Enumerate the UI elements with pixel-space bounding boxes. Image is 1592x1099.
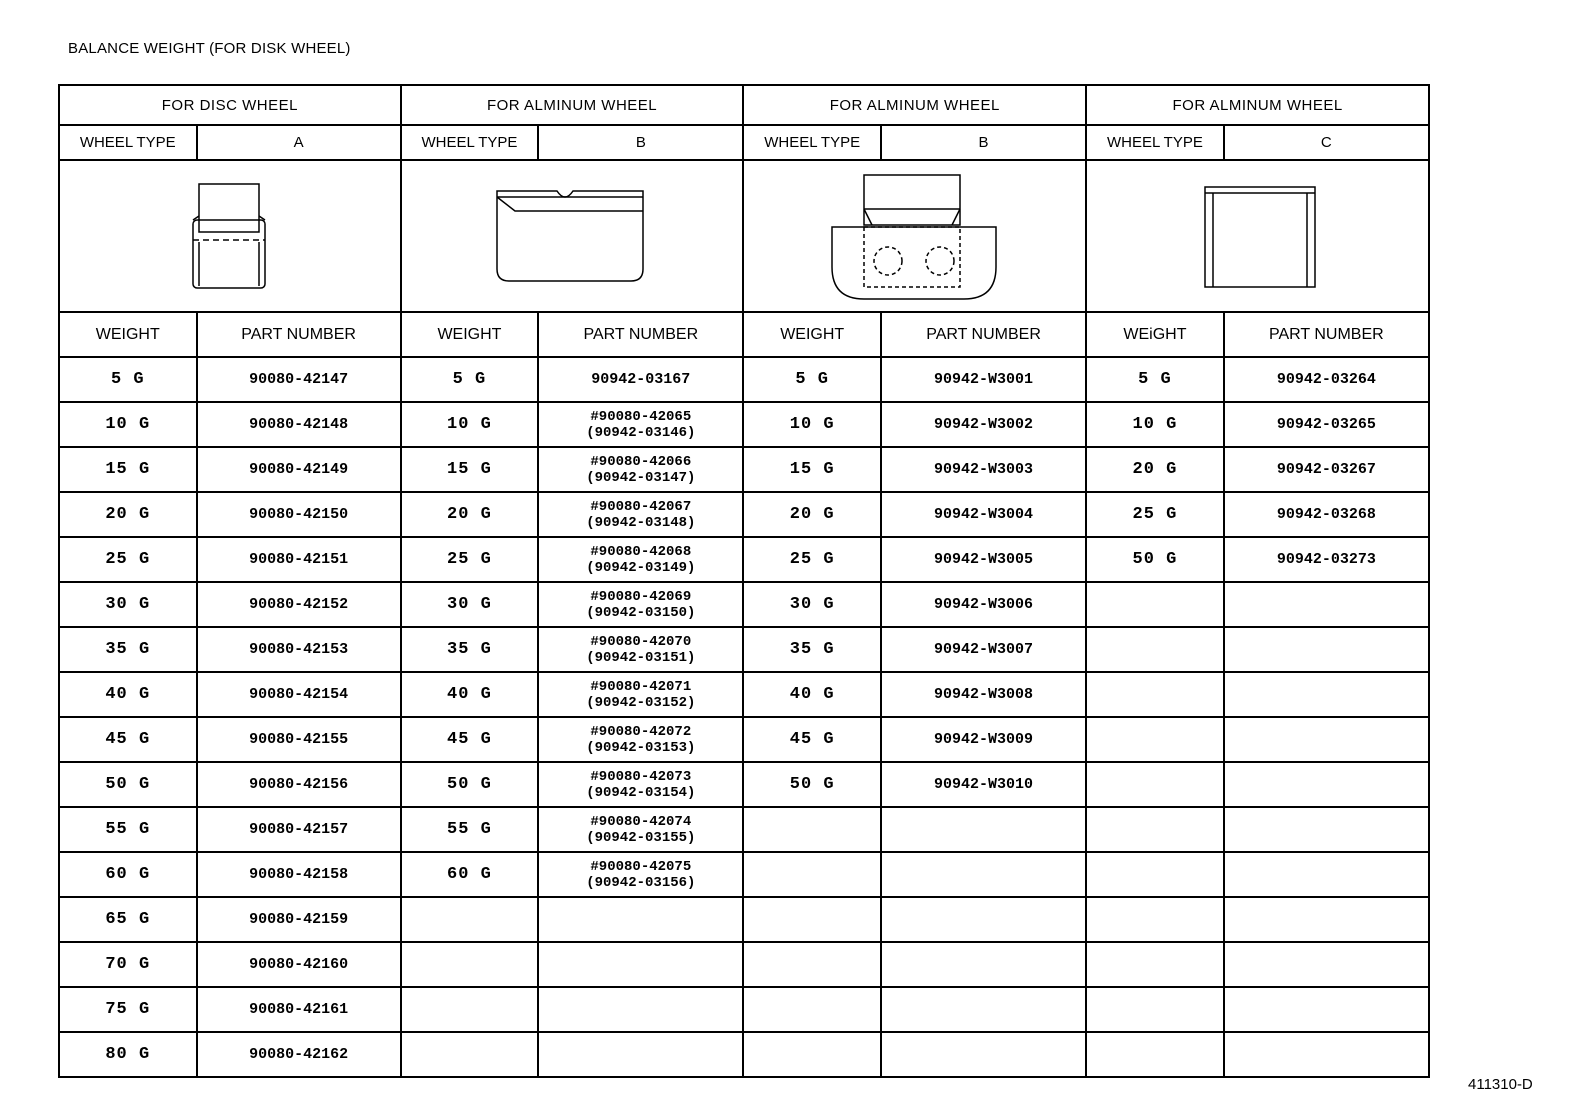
part-number-alternate: (90942-03148) xyxy=(586,514,696,531)
weight-cell: 45 G xyxy=(401,717,539,762)
weight-cell: 60 G xyxy=(59,852,197,897)
weight-cell: 20 G xyxy=(743,492,881,537)
part-number-cell xyxy=(538,807,743,852)
weight-cell xyxy=(1086,1032,1224,1077)
weight-cell: 10 G xyxy=(743,402,881,447)
weight-cell: 65 G xyxy=(59,897,197,942)
weight-cell xyxy=(1086,672,1224,717)
part-number-cell xyxy=(538,402,743,447)
weight-column-header: WEIGHT xyxy=(401,312,539,357)
weight-cell: 10 G xyxy=(1086,402,1224,447)
table-row xyxy=(59,492,1429,537)
part-number-cell xyxy=(1224,897,1429,942)
table-row xyxy=(59,762,1429,807)
weight-cell: 10 G xyxy=(59,402,197,447)
weight-cell: 40 G xyxy=(743,672,881,717)
weight-cell xyxy=(1086,852,1224,897)
table-row xyxy=(59,1032,1429,1077)
part-number-cell xyxy=(1224,672,1429,717)
part-number-cell xyxy=(538,447,743,492)
weight-cell: 50 G xyxy=(743,762,881,807)
weight-cell: 15 G xyxy=(59,447,197,492)
weight-cell xyxy=(743,852,881,897)
weight-cell: 75 G xyxy=(59,987,197,1032)
part-number-cell xyxy=(538,717,743,762)
part-number-cell: 90942-03268 xyxy=(1224,492,1429,537)
section-header: FOR ALMINUM WHEEL xyxy=(401,85,744,125)
part-number-alternate: (90942-03146) xyxy=(586,424,696,441)
part-number-column-header: PART NUMBER xyxy=(1224,312,1429,357)
part-number-alternate: (90942-03150) xyxy=(586,604,696,621)
weight-cell xyxy=(1086,582,1224,627)
weight-cell: 45 G xyxy=(743,717,881,762)
weight-cell: 15 G xyxy=(743,447,881,492)
table-row xyxy=(59,942,1429,987)
part-number-cell xyxy=(881,807,1086,852)
wheel-type-label: WHEEL TYPE xyxy=(401,125,539,160)
part-number-primary: #90080-42073 xyxy=(590,768,692,785)
weight-cell xyxy=(1086,627,1224,672)
part-number-cell: 90942-W3002 xyxy=(881,402,1086,447)
part-number-cell: 90942-W3003 xyxy=(881,447,1086,492)
weight-cell: 30 G xyxy=(59,582,197,627)
part-number-cell: 90080-42160 xyxy=(197,942,401,987)
part-number-column-header: PART NUMBER xyxy=(197,312,401,357)
weight-cell: 35 G xyxy=(59,627,197,672)
clip-weight-a-icon xyxy=(175,176,285,296)
part-number-cell xyxy=(881,942,1086,987)
weight-cell: 50 G xyxy=(1086,537,1224,582)
part-number-cell: 90942-W3001 xyxy=(881,357,1086,402)
part-number-cell xyxy=(1224,582,1429,627)
weight-cell: 30 G xyxy=(743,582,881,627)
table-row xyxy=(59,987,1429,1032)
weight-cell xyxy=(401,897,539,942)
part-number-cell: 90942-03265 xyxy=(1224,402,1429,447)
part-number-alternate: (90942-03152) xyxy=(586,694,696,711)
part-number-cell xyxy=(538,537,743,582)
weight-illustration-b-holes xyxy=(743,160,1086,312)
wheel-type-value: B xyxy=(881,125,1086,160)
part-number-cell xyxy=(1224,942,1429,987)
part-number-primary: #90080-42070 xyxy=(590,633,692,650)
weight-cell xyxy=(743,942,881,987)
part-number-primary: #90080-42075 xyxy=(590,858,692,875)
weight-cell xyxy=(743,1032,881,1077)
weight-cell: 35 G xyxy=(401,627,539,672)
weight-cell xyxy=(401,987,539,1032)
part-number-cell xyxy=(538,582,743,627)
part-number-alternate: (90942-03147) xyxy=(586,469,696,486)
part-number-cell xyxy=(1224,717,1429,762)
table-row xyxy=(59,582,1429,627)
table-row xyxy=(59,852,1429,897)
weight-illustration-c xyxy=(1086,160,1429,312)
part-number-cell: 90942-W3005 xyxy=(881,537,1086,582)
weight-cell xyxy=(1086,717,1224,762)
part-number-cell: 90942-W3010 xyxy=(881,762,1086,807)
part-number-cell: 90080-42158 xyxy=(197,852,401,897)
table-row xyxy=(59,897,1429,942)
table-row xyxy=(59,402,1429,447)
weight-illustration-a xyxy=(59,160,401,312)
part-number-alternate: (90942-03151) xyxy=(586,649,696,666)
part-number-cell xyxy=(881,897,1086,942)
part-number-cell: 90080-42162 xyxy=(197,1032,401,1077)
part-number-cell: 90942-W3009 xyxy=(881,717,1086,762)
weight-cell xyxy=(401,942,539,987)
weight-cell: 25 G xyxy=(743,537,881,582)
weight-cell: 40 G xyxy=(401,672,539,717)
part-number-cell: 90080-42161 xyxy=(197,987,401,1032)
weight-cell: 5 G xyxy=(1086,357,1224,402)
weight-column-header: WEIGHT xyxy=(59,312,197,357)
part-number-cell xyxy=(881,1032,1086,1077)
part-number-cell xyxy=(1224,627,1429,672)
weight-cell: 40 G xyxy=(59,672,197,717)
part-number-cell: 90080-42159 xyxy=(197,897,401,942)
weight-cell: 30 G xyxy=(401,582,539,627)
document-title: BALANCE WEIGHT (FOR DISK WHEEL) xyxy=(68,40,351,57)
clip-weight-b-holes-icon xyxy=(820,171,1010,301)
weight-cell: 20 G xyxy=(1086,447,1224,492)
balance-weight-table xyxy=(58,84,1430,1078)
part-number-cell: 90080-42155 xyxy=(197,717,401,762)
weight-cell: 20 G xyxy=(59,492,197,537)
part-number-cell xyxy=(538,492,743,537)
part-number-cell: 90080-42157 xyxy=(197,807,401,852)
weight-cell: 60 G xyxy=(401,852,539,897)
weight-cell xyxy=(401,1032,539,1077)
weight-cell xyxy=(743,807,881,852)
part-number-primary: #90080-42072 xyxy=(590,723,692,740)
part-number-column-header: PART NUMBER xyxy=(538,312,743,357)
weight-cell: 45 G xyxy=(59,717,197,762)
part-number-cell xyxy=(538,987,743,1032)
part-number-cell xyxy=(538,627,743,672)
part-number-cell xyxy=(538,852,743,897)
clip-weight-c-icon xyxy=(1193,181,1323,291)
weight-column-header: WEIGHT xyxy=(743,312,881,357)
section-header: FOR ALMINUM WHEEL xyxy=(743,85,1086,125)
part-number-cell: 90080-42156 xyxy=(197,762,401,807)
part-number-cell: 90942-03273 xyxy=(1224,537,1429,582)
part-number-cell xyxy=(1224,762,1429,807)
part-number-cell xyxy=(538,672,743,717)
figure-reference-code: 411310-D xyxy=(1468,1076,1533,1093)
weight-cell: 10 G xyxy=(401,402,539,447)
part-number-alternate: (90942-03153) xyxy=(586,739,696,756)
part-number-cell xyxy=(1224,807,1429,852)
weight-cell: 5 G xyxy=(743,357,881,402)
part-number-cell: 90080-42153 xyxy=(197,627,401,672)
weight-cell: 55 G xyxy=(59,807,197,852)
weight-cell: 50 G xyxy=(401,762,539,807)
part-number-cell: 90942-03264 xyxy=(1224,357,1429,402)
wheel-type-value: B xyxy=(538,125,743,160)
table-row xyxy=(59,672,1429,717)
part-number-primary: #90080-42071 xyxy=(590,678,692,695)
weight-cell: 80 G xyxy=(59,1032,197,1077)
part-number-cell: 90080-42152 xyxy=(197,582,401,627)
table-row xyxy=(59,537,1429,582)
part-number-alternate: (90942-03149) xyxy=(586,559,696,576)
part-number-cell: 90942-03167 xyxy=(538,357,743,402)
part-number-cell: 90942-03267 xyxy=(1224,447,1429,492)
part-number-cell xyxy=(538,897,743,942)
part-number-alternate: (90942-03154) xyxy=(586,784,696,801)
part-number-cell: 90942-W3007 xyxy=(881,627,1086,672)
weight-cell: 25 G xyxy=(401,537,539,582)
part-number-cell xyxy=(881,987,1086,1032)
part-number-cell: 90942-W3004 xyxy=(881,492,1086,537)
section-header: FOR ALMINUM WHEEL xyxy=(1086,85,1429,125)
part-number-cell xyxy=(1224,1032,1429,1077)
weight-cell xyxy=(1086,762,1224,807)
weight-cell: 55 G xyxy=(401,807,539,852)
weight-cell xyxy=(1086,942,1224,987)
table-row xyxy=(59,447,1429,492)
weight-cell: 15 G xyxy=(401,447,539,492)
weight-illustration-b xyxy=(401,160,744,312)
part-number-primary: #90080-42066 xyxy=(590,453,692,470)
weight-cell: 70 G xyxy=(59,942,197,987)
part-number-cell xyxy=(1224,852,1429,897)
part-number-primary: #90080-42065 xyxy=(590,408,692,425)
part-number-cell: 90080-42148 xyxy=(197,402,401,447)
weight-cell: 35 G xyxy=(743,627,881,672)
weight-cell: 50 G xyxy=(59,762,197,807)
weight-cell: 20 G xyxy=(401,492,539,537)
weight-cell xyxy=(1086,987,1224,1032)
wheel-type-label: WHEEL TYPE xyxy=(59,125,197,160)
wheel-type-value: A xyxy=(197,125,401,160)
part-number-cell xyxy=(881,852,1086,897)
part-number-cell: 90080-42151 xyxy=(197,537,401,582)
table-row xyxy=(59,717,1429,762)
part-number-cell: 90080-42149 xyxy=(197,447,401,492)
weight-cell: 25 G xyxy=(1086,492,1224,537)
weight-column-header: WEiGHT xyxy=(1086,312,1224,357)
part-number-cell xyxy=(538,1032,743,1077)
part-number-column-header: PART NUMBER xyxy=(881,312,1086,357)
part-number-cell: 90942-W3008 xyxy=(881,672,1086,717)
part-number-cell: 90942-W3006 xyxy=(881,582,1086,627)
weight-cell xyxy=(1086,807,1224,852)
weight-cell xyxy=(1086,897,1224,942)
part-number-primary: #90080-42068 xyxy=(590,543,692,560)
weight-cell: 5 G xyxy=(59,357,197,402)
part-number-cell xyxy=(538,942,743,987)
part-number-alternate: (90942-03155) xyxy=(586,829,696,846)
clip-weight-b-icon xyxy=(487,181,657,291)
wheel-type-label: WHEEL TYPE xyxy=(1086,125,1224,160)
part-number-cell: 90080-42147 xyxy=(197,357,401,402)
part-number-primary: #90080-42067 xyxy=(590,498,692,515)
part-number-cell xyxy=(1224,987,1429,1032)
table-row xyxy=(59,807,1429,852)
part-number-primary: #90080-42069 xyxy=(590,588,692,605)
weight-cell: 5 G xyxy=(401,357,539,402)
table-row xyxy=(59,627,1429,672)
weight-cell xyxy=(743,987,881,1032)
part-number-cell xyxy=(538,762,743,807)
section-header: FOR DISC WHEEL xyxy=(59,85,401,125)
table-row xyxy=(59,357,1429,402)
part-number-alternate: (90942-03156) xyxy=(586,874,696,891)
wheel-type-value: C xyxy=(1224,125,1429,160)
part-number-cell: 90080-42154 xyxy=(197,672,401,717)
part-number-primary: #90080-42074 xyxy=(590,813,692,830)
wheel-type-label: WHEEL TYPE xyxy=(743,125,881,160)
part-number-cell: 90080-42150 xyxy=(197,492,401,537)
weight-cell: 25 G xyxy=(59,537,197,582)
weight-cell xyxy=(743,897,881,942)
